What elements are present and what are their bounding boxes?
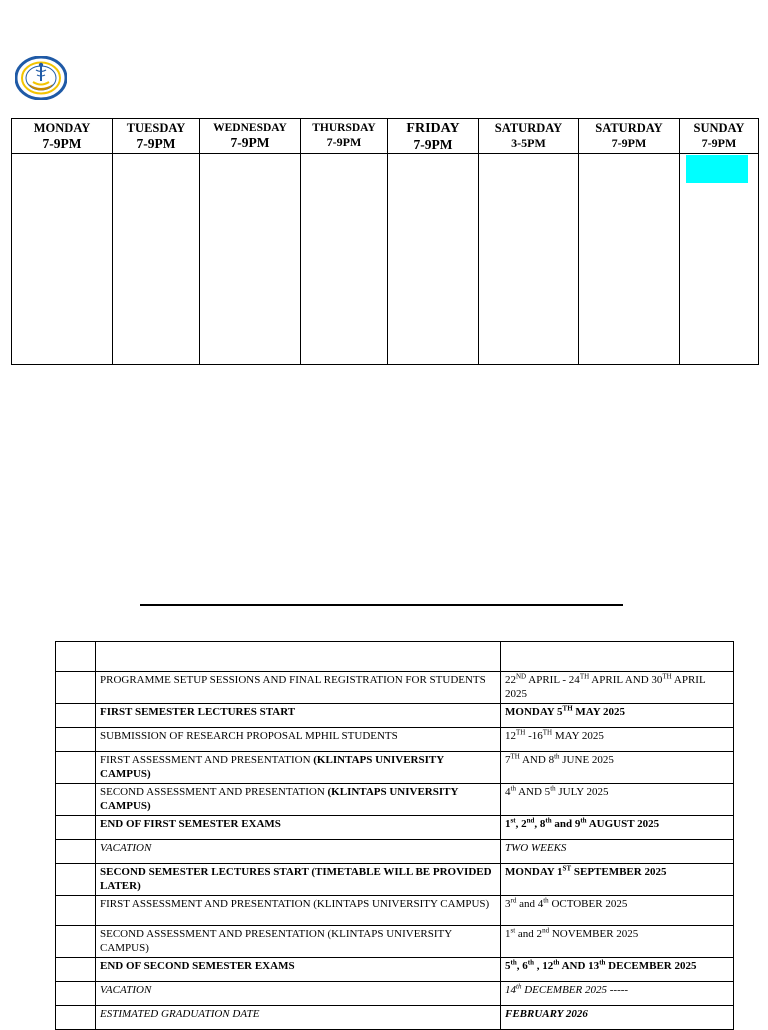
calendar-row — [56, 982, 734, 1006]
event-cell: SECOND ASSESSMENT AND PRESENTATION (KLINTAPS UNIVERSITY CAMPUS) — [96, 784, 501, 816]
event-cell: PROGRAMME SETUP SESSIONS AND FINAL REGISTRATION FOR STUDENTS — [96, 672, 501, 704]
date-cell: FEBRUARY 2026 — [501, 1006, 734, 1030]
timetable-header-row — [12, 119, 759, 154]
event-cell: FIRST ASSESSMENT AND PRESENTATION (KLINTAPS UNIVERSITY CAMPUS) — [96, 752, 501, 784]
university-seal-icon — [15, 56, 67, 100]
cyan-highlight-block — [686, 155, 748, 183]
calendar-row — [56, 926, 734, 958]
calendar-row — [56, 784, 734, 816]
date-cell: TWO WEEKS — [501, 840, 734, 864]
timetable-cell-tuesday — [113, 154, 200, 365]
date-cell: 1st, 2nd, 8th and 9th AUGUST 2025 — [501, 816, 734, 840]
calendar-row — [56, 840, 734, 864]
date-cell: 7TH AND 8th JUNE 2025 — [501, 752, 734, 784]
timetable-cell-wednesday — [200, 154, 301, 365]
day-header-sunday: SUNDAY 7-9PM — [680, 119, 759, 154]
header-cell-activity — [96, 642, 501, 672]
calendar-row — [56, 704, 734, 728]
date-cell: 1st and 2nd NOVEMBER 2025 — [501, 926, 734, 958]
day-header-tuesday: TUESDAY 7-9PM — [113, 119, 200, 154]
timetable-cell-monday — [12, 154, 113, 365]
weekly-timetable — [11, 118, 759, 365]
calendar-row — [56, 864, 734, 896]
calendar-row — [56, 958, 734, 982]
timetable-body-row — [12, 154, 759, 365]
calendar-row — [56, 672, 734, 704]
event-cell: SECOND ASSESSMENT AND PRESENTATION (KLINTAPS UNIVERSITY CAMPUS) — [96, 926, 501, 958]
timetable-cell-thursday — [301, 154, 388, 365]
day-header-thursday: THURSDAY 7-9PM — [301, 119, 388, 154]
calendar-row — [56, 816, 734, 840]
date-cell: MONDAY 1ST SEPTEMBER 2025 — [501, 864, 734, 896]
date-cell: 5th, 6th , 12th AND 13th DECEMBER 2025 — [501, 958, 734, 982]
date-cell: 22ND APRIL - 24TH APRIL AND 30TH APRIL 2025 — [501, 672, 734, 704]
calendar-row — [56, 752, 734, 784]
day-header-monday: MONDAY 7-9PM — [12, 119, 113, 154]
calendar-header-row — [56, 642, 734, 672]
header-cell-date — [501, 642, 734, 672]
date-cell: 3rd and 4th OCTOBER 2025 — [501, 896, 734, 926]
event-cell: END OF FIRST SEMESTER EXAMS — [96, 816, 501, 840]
day-header-friday: FRIDAY 7-9PM — [388, 119, 479, 154]
date-cell: 14th DECEMBER 2025 ----- — [501, 982, 734, 1006]
date-cell: 4th AND 5th JULY 2025 — [501, 784, 734, 816]
event-cell: SUBMISSION OF RESEARCH PROPOSAL MPHIL STUDENTS — [96, 728, 501, 752]
day-header-saturday-afternoon: SATURDAY 3-5PM — [479, 119, 579, 154]
day-header-saturday-evening: SATURDAY 7-9PM — [579, 119, 680, 154]
event-cell: ESTIMATED GRADUATION DATE — [96, 1006, 501, 1030]
calendar-row — [56, 896, 734, 926]
date-cell: MONDAY 5TH MAY 2025 — [501, 704, 734, 728]
timetable-cell-saturday-evening — [579, 154, 680, 365]
date-cell: 12TH -16TH MAY 2025 — [501, 728, 734, 752]
calendar-row — [56, 1006, 734, 1030]
event-cell: FIRST ASSESSMENT AND PRESENTATION (KLINTAPS UNIVERSITY CAMPUS) — [96, 896, 501, 926]
day-header-wednesday: WEDNESDAY 7-9PM — [200, 119, 301, 154]
event-cell: END OF SECOND SEMESTER EXAMS — [96, 958, 501, 982]
calendar-row — [56, 728, 734, 752]
event-cell: SECOND SEMESTER LECTURES START (TIMETABLE WILL BE PROVIDED LATER) — [96, 864, 501, 896]
academic-calendar-table — [55, 641, 734, 1030]
separator-line — [140, 604, 623, 606]
event-cell: FIRST SEMESTER LECTURES START — [96, 704, 501, 728]
event-cell: VACATION — [96, 982, 501, 1006]
timetable-cell-friday — [388, 154, 479, 365]
event-cell: VACATION — [96, 840, 501, 864]
timetable-cell-sunday — [680, 154, 759, 365]
header-cell-number — [56, 642, 96, 672]
timetable-cell-saturday-afternoon — [479, 154, 579, 365]
